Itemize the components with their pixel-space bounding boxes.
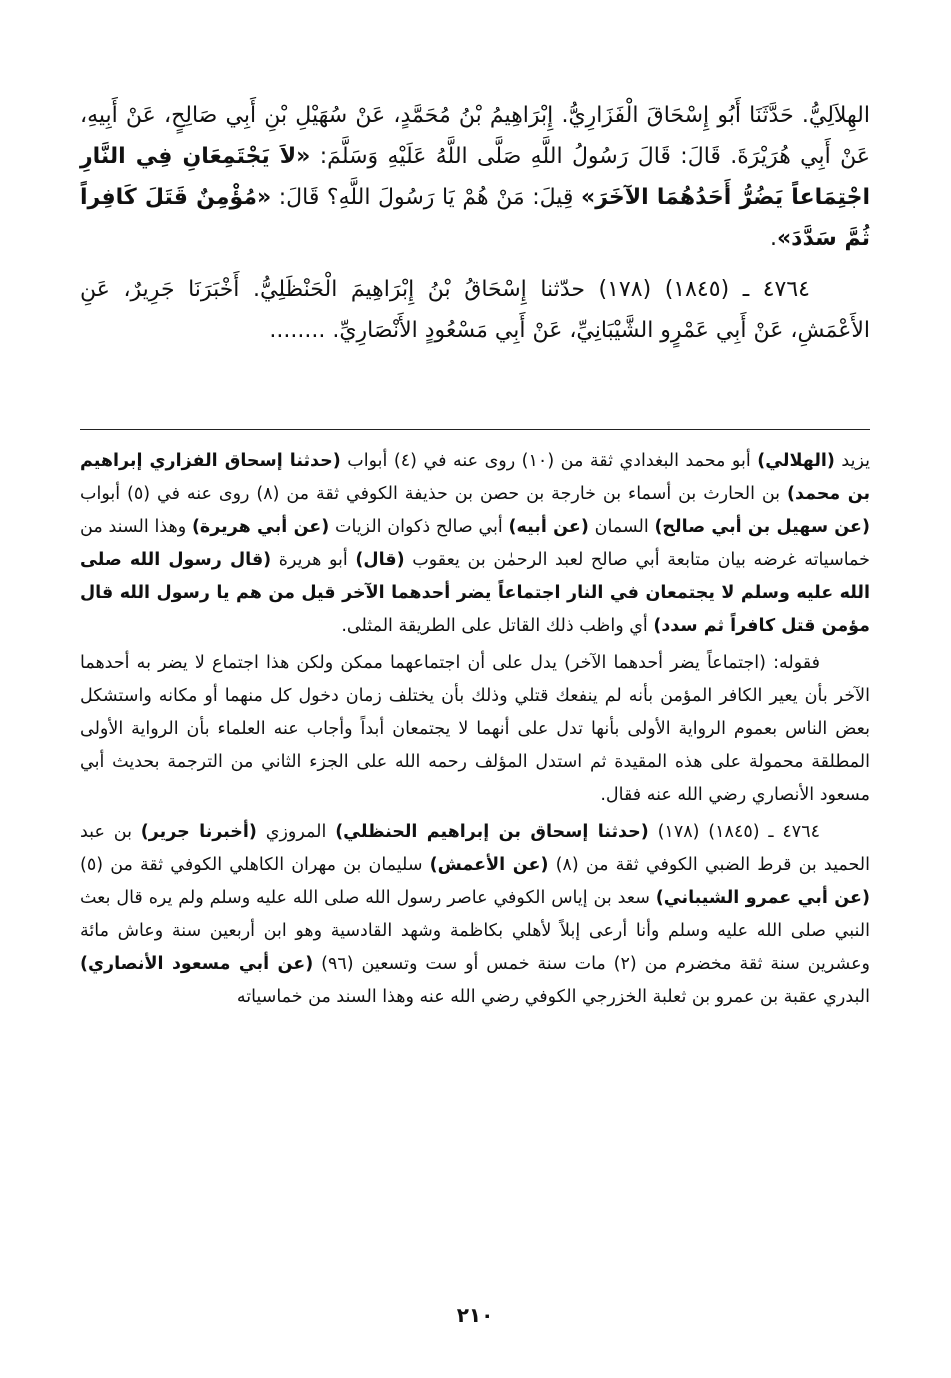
commentary: [80, 445, 870, 1018]
commentary-p1-seg: أبو محمد البغدادي ثقة من (١٠) روى عنه في (٤) أبواب: [340, 451, 758, 471]
commentary-p1-seg: (حدثنا إسحاق الفزاري إبراهيم بن محمد): [80, 451, 871, 504]
commentary-paragraph-3: [80, 816, 870, 1014]
hadith-text: [80, 95, 870, 351]
page-number: ٢١٠: [456, 1303, 494, 1327]
hadith-p2-text: ٤٧٦٤ ـ (١٨٤٥) (١٧٨) حدّثنا إِسْحَاقُ بْنُ إِبْرَاهِيمَ الْحَنْظَلِيُّ. أَخْبَرَنَا جَرِيرٌ، عَنِ الأَعْمَشِ، عَنْ أَبِي عَمْرٍو الشَّيْبَانِيِّ، عَنْ أَبِي مَسْعُودٍ الأَنْصَارِيِّ.: [80, 277, 870, 343]
hadith-p1-quote-1: «لاَ يَجْتَمِعَانِ فِي النَّارِ اجْتِمَاعاً يَضُرُّ أَحَدُهُمَا الآخَرَ»: [80, 144, 870, 210]
page: [80, 95, 870, 1365]
hadith-p1-middle: قِيلَ: مَنْ هُمْ يَا رَسُولَ اللَّهِ؟ قَالَ:: [271, 185, 581, 210]
commentary-p1-seg: يزيد: [834, 451, 870, 471]
footnote-divider: [80, 429, 870, 430]
commentary-p3-seg: المروزي: [256, 822, 336, 842]
commentary-paragraph-2: فقوله: (اجتماعاً يضر أحدهما الآخر) يدل على أن اجتماعهما ممكن ولكن هذا اجتماع لا يضر به أحدهما الآخر بأن يعير الكافر المؤمن بأنه لم ينفعك قتلي وذلك بأن يختلف زمان دخول كل منهما أو مكانه واستشكل بعض الناس بعموم الرواية الأولى بأنها تدل على أنهما لا يجتمعان أبداً وأجاب عنه العلماء بأن الرواية الأولى المطلقة محمولة على هذه المقيدة ثم استدل المؤلف رحمه الله على الجزء الثاني من الترجمة بحديث أبي مسعود الأنصاري رضي الله عنه فقال.: [80, 653, 870, 805]
commentary-p3-seg: (حدثنا إسحاق بن إبراهيم الحنظلي): [335, 822, 649, 842]
commentary-p3-seg: البدري عقبة بن عمرو بن ثعلبة الخزرجي الكوفي رضي الله عنه وهذا السند من خماسياته: [236, 987, 870, 1007]
commentary-p3-seg: بن عبد الحميد بن قرط الضبي الكوفي ثقة من (٨): [80, 822, 871, 875]
commentary-p1-seg: (قال): [355, 550, 405, 570]
commentary-p1-seg: بن الحارث بن أسماء بن خارجة بن حصن بن حذيفة الكوفي ثقة من (٨) روى عنه في (٥) أبواب: [80, 484, 787, 504]
hadith-paragraph-2: [80, 269, 870, 351]
hadith-p1-end: .: [769, 226, 777, 251]
commentary-p3-seg: (أخبرنا جرير): [140, 822, 257, 842]
hadith-p2-dots: ........: [269, 318, 326, 343]
commentary-p3-seg: (عن أبي عمرو الشيباني): [655, 888, 871, 908]
commentary-p1-seg: أبو هريرة: [271, 550, 356, 570]
commentary-p3-seg: سعد بن إياس الكوفي عاصر رسول الله صلى الله عليه وسلم ولم يره قال بعث النبي صلى الله عليه وسلم وأنا أرعى إبلاً لأهلي بكاظمة وشهد القادسية وهو ابن أربعين سنة وعاش مائة وعشرين سنة ثقة مخضرم من (٢) مات سنة خمس أو ست وتسعين (٩٦): [80, 888, 870, 974]
commentary-p1-seg: أي واظب ذلك القاتل على الطريقة المثلى.: [341, 616, 654, 636]
hadith-p1-quote-2: «مُؤْمِنٌ قَتَلَ كَافِراً ثُمَّ سَدَّدَ»: [80, 185, 870, 251]
commentary-p1-seg: وهذا السند من خماسياته غرضه بيان متابعة أبي صالح لعبد الرحمٰن بن يعقوب: [80, 517, 870, 570]
commentary-p1-seg: (عن أبي هريرة): [191, 517, 330, 537]
hadith-p1-before: الهِلاَلِيُّ. حَدَّثَنَا أَبُو إِسْحَاقَ الْفَزَارِيُّ. إِبْرَاهِيمُ بْنُ مُحَمَّدٍ، عَنْ سُهَيْلِ بْنِ أَبِي صَالِحٍ، عَنْ أَبِيهِ، عَنْ أَبِي هُرَيْرَةَ. قَالَ: قَالَ رَسُولُ اللَّهِ صَلَّى اللَّهُ عَلَيْهِ وَسَلَّمَ:: [80, 103, 870, 169]
commentary-p3-seg: (عن أبي مسعود الأنصاري): [80, 954, 314, 974]
commentary-p1-seg: (عن أبيه): [508, 517, 589, 537]
commentary-p1-seg: (عن سهيل بن أبي صالح): [654, 517, 871, 537]
commentary-p3-seg: (عن الأعمش): [429, 855, 549, 875]
commentary-p1-seg: السمان: [588, 517, 655, 537]
commentary-p1-seg: (قال رسول الله صلى الله عليه وسلم لا يجتمعان في النار اجتماعاً يضر أحدهما الآخر قيل من هم يا رسول الله قال مؤمن قتل كافراً ثم سدد): [80, 550, 870, 636]
commentary-p3-seg: سليمان بن مهران الكاهلي الكوفي ثقة من (٥): [80, 855, 430, 875]
hadith-paragraph-1: [80, 95, 870, 259]
commentary-p3-seg: ٤٧٦٤ ـ (١٨٤٥) (١٧٨): [648, 822, 821, 842]
commentary-paragraph-1: [80, 445, 870, 643]
commentary-p1-seg: (الهلالي): [757, 451, 835, 471]
commentary-p1-seg: أبي صالح ذكوان الزيات: [329, 517, 509, 537]
